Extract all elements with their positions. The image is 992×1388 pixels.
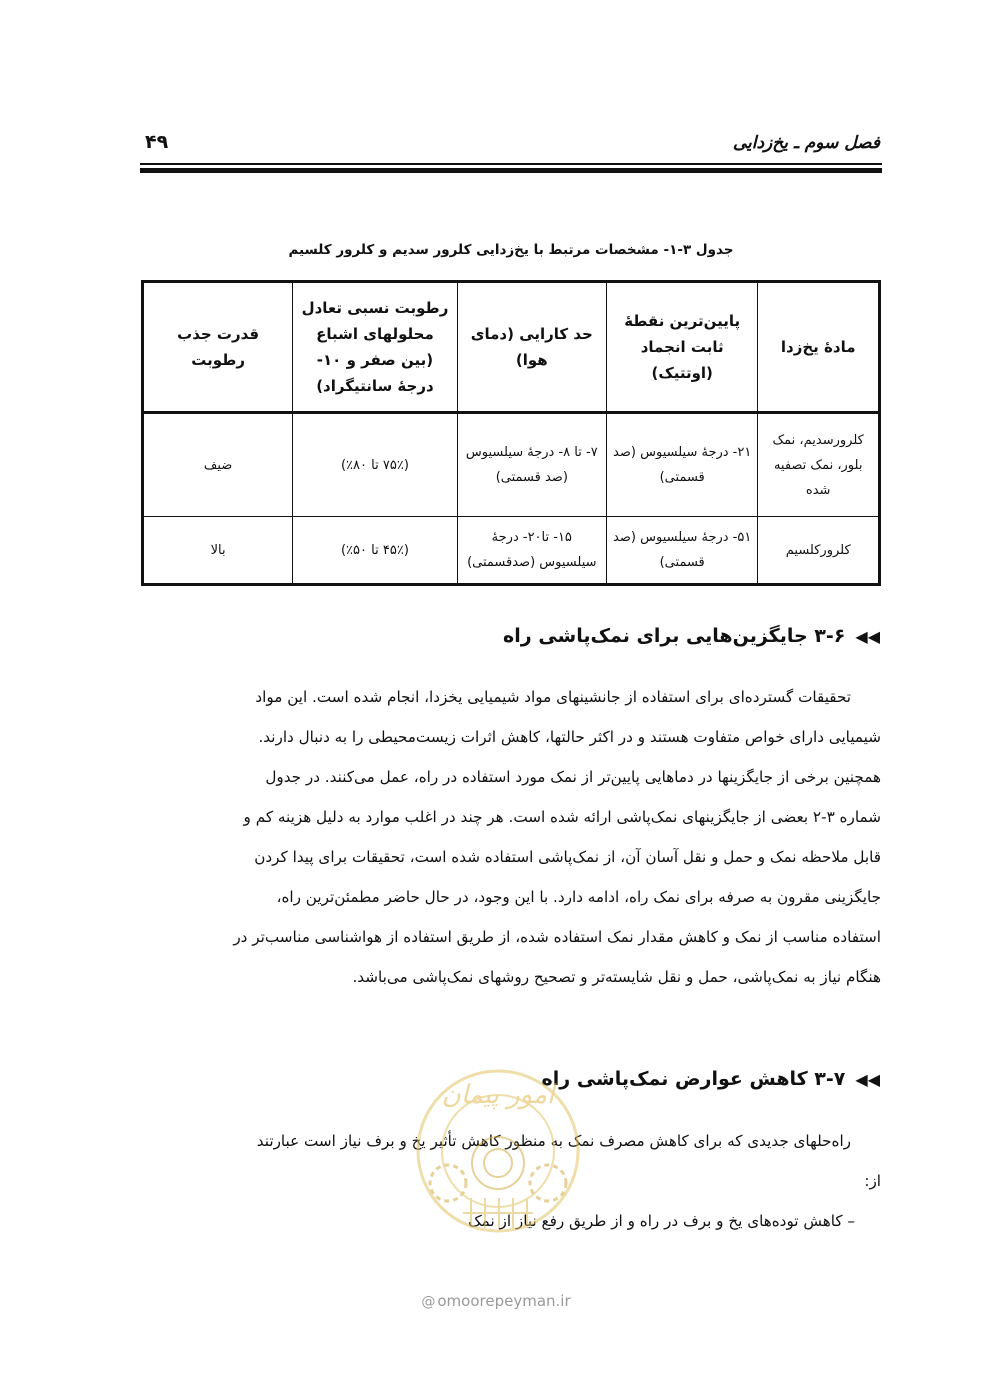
text-line: شماره ۳-۲ بعضی از جایگزینهای نمک‌پاشی ارائه شده است. هر چند در اغلب موارد به دلیل هزینه کم و bbox=[243, 808, 881, 826]
cell-effective-limit: ۷- تا ۸- درجهٔ سیلسیوس (صد قسمتی) bbox=[457, 413, 606, 517]
col-header-effective-limit: حد کارایی (دمای هوا) bbox=[457, 282, 606, 413]
table-row bbox=[143, 413, 880, 517]
text-line: شیمیایی دارای خواص متفاوت هستند و در اکثر حالتها، کاهش اثرات زیست‌محیطی را به دنبال دارند. bbox=[258, 728, 881, 746]
cell-moisture-absorption: ضیف bbox=[143, 413, 293, 517]
text-line: از: bbox=[864, 1172, 881, 1190]
watermark-logo-text: امور پیمان bbox=[441, 1080, 555, 1110]
deicer-table bbox=[141, 280, 881, 586]
cell-relative-humidity: (۷۵٪ تا ۸۰٪) bbox=[293, 413, 457, 517]
text-line: استفاده مناسب از نمک و کاهش مقدار نمک استفاده شده، از طریق استفاده از هواشناسی مناسب‌تر در bbox=[233, 928, 881, 946]
section-title: ۳-۶ جایگزین‌هایی برای نمک‌پاشی راه bbox=[503, 625, 846, 647]
text-line: همچنین برخی از جایگزینها در دماهایی پایین‌تر از نمک مورد استفاده در راه، عمل می‌کنند. در جدول bbox=[265, 768, 881, 786]
cell-effective-limit: ۱۵- تا۲۰- درجهٔ سیلسیوس (صدقسمتی) bbox=[457, 517, 606, 585]
table-caption: جدول ۳-۱- مشخصات مرتبط با یخ‌زدایی کلرور سدیم و کلرور کلسیم bbox=[288, 242, 734, 258]
col-header-relative-humidity: رطوبت نسبی تعادل محلولهای اشباع (بین صفر و ۱۰- درجهٔ سانتیگراد) bbox=[293, 282, 457, 413]
watermark-url-text: omoorepeyman.ir bbox=[437, 1292, 571, 1310]
watermark-at-icon: @ bbox=[421, 1294, 436, 1310]
section-title: ۳-۷ کاهش عوارض نمک‌پاشی راه bbox=[541, 1068, 846, 1090]
text-line: راه‌حلهای جدیدی که برای کاهش مصرف نمک به منظور کاهش تأثیر یخ و برف نیاز است عبارتند bbox=[256, 1132, 851, 1150]
text-line: قابل ملاحظه نمک و حمل و نقل آسان آن، از نمک‌پاشی استفاده شده است، تحقیقات برای پیدا کردن bbox=[254, 848, 881, 866]
header-rule-thick bbox=[140, 168, 882, 173]
section-heading-alternatives bbox=[503, 625, 880, 647]
text-line: جایگزینی مقرون به صرفه برای نمک راه، ادامه دارد. با این وجود، در حال حاضر مطمئن‌ترین راه، bbox=[276, 888, 881, 906]
chapter-title: فصل سوم ـ یخ‌زدایی bbox=[732, 133, 880, 153]
table-row bbox=[143, 517, 880, 585]
page-number: ۴۹ bbox=[145, 131, 169, 153]
section-marker-icon: ◀◀ bbox=[855, 1070, 880, 1089]
cell-material: کلرورسدیم، نمک بلور، نمک تصفیه شده bbox=[758, 413, 880, 517]
cell-moisture-absorption: بالا bbox=[143, 517, 293, 585]
paragraph-alternatives bbox=[140, 677, 881, 997]
cell-eutectic: ۵۱- درجهٔ سیلسیوس (صد قسمتی) bbox=[607, 517, 758, 585]
section-marker-icon: ◀◀ bbox=[855, 627, 880, 646]
cell-material: کلرورکلسیم bbox=[758, 517, 880, 585]
header-rule-thin bbox=[140, 163, 882, 165]
cell-relative-humidity: (۴۵٪ تا ۵۰٪) bbox=[293, 517, 457, 585]
watermark-logo-icon bbox=[393, 1063, 603, 1238]
bullet-item: – کاهش توده‌های یخ و برف در راه و از طریق رفع نیاز از نمک bbox=[468, 1212, 855, 1230]
col-header-material: مادهٔ یخ‌زدا bbox=[758, 282, 880, 413]
watermark-url bbox=[0, 1292, 992, 1310]
text-line: تحقیقات گسترده‌ای برای استفاده از جانشینهای مواد شیمیایی یخزدا، انجام شده است. این مواد bbox=[255, 688, 851, 706]
table-header-row bbox=[143, 282, 880, 413]
cell-eutectic: ۲۱- درجهٔ سیلسیوس (صد قسمتی) bbox=[607, 413, 758, 517]
col-header-moisture-absorption: قدرت جذب رطوبت bbox=[143, 282, 293, 413]
col-header-eutectic: پایین‌ترین نقطهٔ ثابت انجماد (اوتتیک) bbox=[607, 282, 758, 413]
text-line: هنگام نیاز به نمک‌پاشی، حمل و نقل شایسته‌تر و تصحیح روشهای نمک‌پاشی می‌باشد. bbox=[352, 968, 881, 986]
